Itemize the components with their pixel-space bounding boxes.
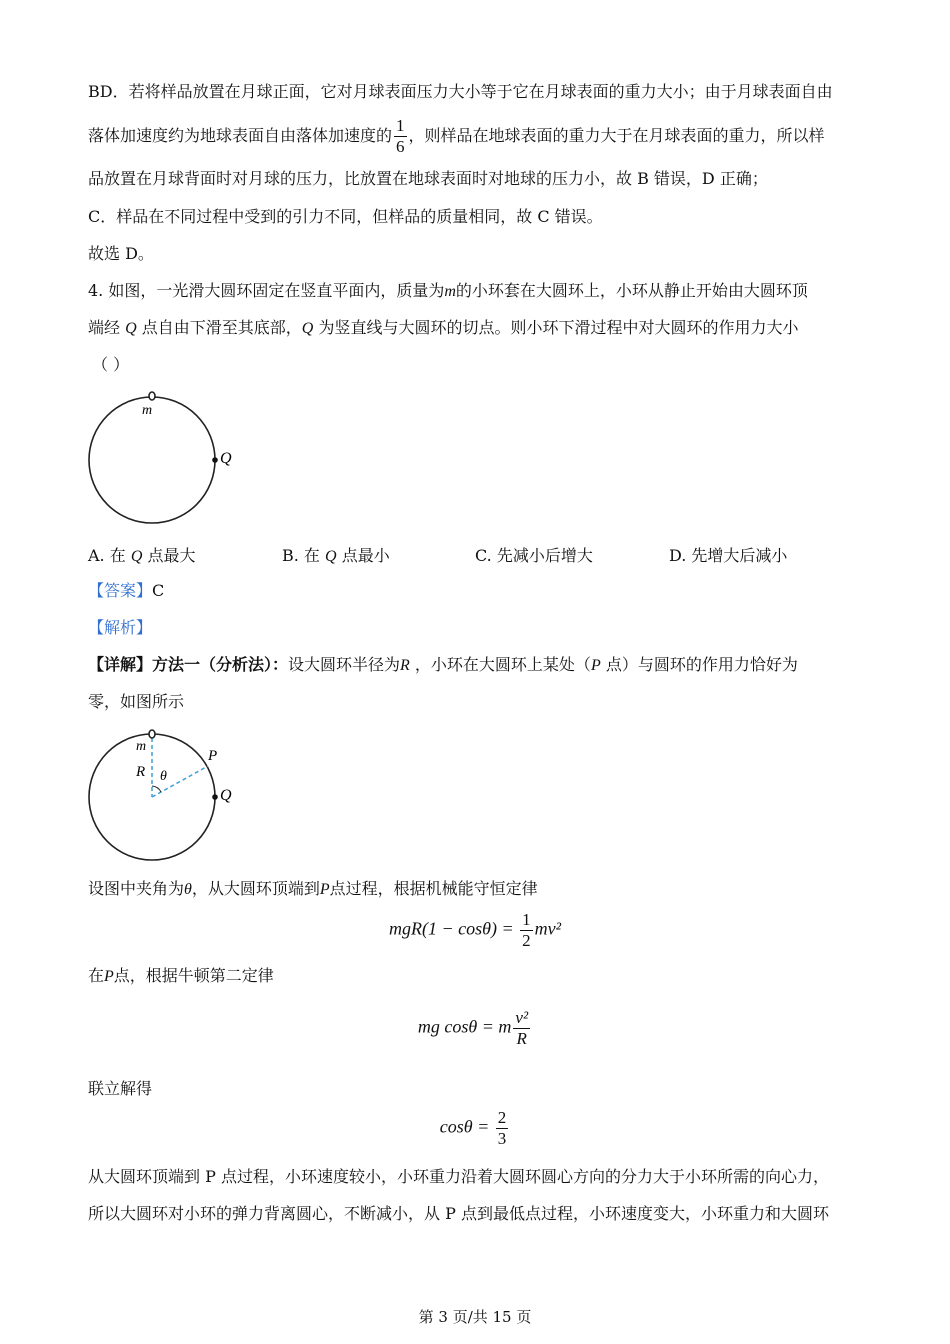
- c-line: C．样品在不同过程中受到的引力不同，但样品的质量相同，故 C 错误。: [88, 207, 603, 226]
- eq3-num: 2: [497, 1108, 507, 1127]
- option-a-pre: A. 在: [88, 546, 126, 565]
- frac-den: 6: [396, 137, 405, 156]
- option-b-post: 点最小: [341, 546, 390, 565]
- point-q: [212, 457, 218, 463]
- option-a-post: 点最大: [147, 546, 196, 565]
- equation-energy: [0, 910, 950, 951]
- s2-p: P: [104, 968, 114, 985]
- step-4-line: 从大圆环顶端到 P 点过程，小环速度较小，小环重力沿着大圆环圆心方向的分力大于小环所需的向心力，: [88, 1167, 829, 1186]
- answer-value: C: [152, 581, 165, 600]
- q4-var-q1: Q: [125, 320, 137, 337]
- label-m: m: [142, 403, 153, 418]
- detail-text-c: 点）与圆环的作用力恰好为: [605, 655, 798, 674]
- detail-var-p: P: [590, 657, 601, 674]
- equation-newton: [0, 1008, 950, 1049]
- s1-text-b: ，从大圆环顶端到: [191, 879, 320, 898]
- eq3-den: 3: [497, 1129, 507, 1148]
- option-c[interactable]: [475, 543, 593, 566]
- ring-figure-1: [80, 386, 250, 531]
- detail-tag: 【详解】: [88, 655, 153, 674]
- q4-var-q2: Q: [301, 320, 314, 337]
- s2-text-b: 点，根据牛顿第二定律: [113, 966, 274, 985]
- question-4-line-2: [88, 317, 798, 340]
- small-ring: [149, 392, 155, 400]
- question-4-paren: （ ）: [92, 355, 130, 374]
- eq2-den: R: [516, 1029, 527, 1048]
- option-a-var: Q: [130, 548, 143, 565]
- small-ring: [149, 730, 155, 738]
- eq1-rhs: mv²: [534, 918, 561, 939]
- theta-arc: [152, 786, 161, 792]
- q4-text-b: 的小环套在大圆环上，小环从静止开始由大圆环顶: [455, 281, 808, 300]
- q4-text-e: 为竖直线与大圆环的切点。则小环下滑过程中对大圆环的作用力大小: [318, 318, 799, 337]
- eq1-num: 1: [522, 910, 531, 929]
- ring-figure-2: [80, 724, 250, 869]
- label-theta: θ: [160, 769, 167, 784]
- step-5-line: 所以大圆环对小环的弹力背离圆心，不断减小，从 P 点到最低点过程，小环速度变大，小环重力和大圆环: [88, 1204, 829, 1223]
- eq2-lhs: mg cosθ = m: [417, 1016, 512, 1037]
- q4-text-a: 4. 如图，一光滑大圆环固定在竖直平面内，质量为: [88, 281, 445, 300]
- eq1-fraction: [520, 910, 533, 951]
- fraction-one-sixth: [394, 116, 407, 157]
- question-4-line-1: [88, 280, 808, 303]
- eq2-num: v²: [515, 1008, 529, 1027]
- detail-text-b: ，小环在大圆环上某处（: [414, 655, 591, 674]
- point-q: [212, 794, 218, 800]
- detail-text-a: 设大圆环半径为: [288, 655, 401, 674]
- s1-theta: θ: [184, 881, 192, 898]
- option-b-pre: B. 在: [282, 546, 320, 565]
- q4-text-c: 端经: [88, 318, 121, 337]
- page-footer: 第 3 页/共 15 页: [418, 1308, 532, 1326]
- label-q: Q: [220, 787, 232, 804]
- answer-line: [88, 580, 164, 602]
- q4-var-m: m: [444, 283, 456, 300]
- step-1-line: [88, 878, 538, 901]
- eq3-fraction: [496, 1108, 509, 1149]
- step-2-line: [88, 965, 274, 988]
- step-3-line: 联立解得: [88, 1079, 153, 1098]
- equation-result: [0, 1108, 950, 1149]
- detail-method: 方法一（分析法）：: [152, 655, 289, 674]
- s1-text-c: 点过程，根据机械能守恒定律: [329, 879, 538, 898]
- bd-line-2-text: 落体加速度约为地球表面自由落体加速度的: [88, 126, 393, 145]
- option-b[interactable]: [282, 543, 390, 566]
- s1-p: P: [319, 881, 330, 898]
- bd-line-2-text-b: ，则样品在地球表面的重力大于在月球表面的重力，所以样: [408, 126, 825, 145]
- bd-line-2: [88, 116, 825, 157]
- bd-line-3: 品放置在月球背面时对月球的压力，比放置在地球表面时对地球的压力小，故 B 错误，D 正确；: [88, 169, 768, 188]
- detail-var-r: R: [400, 657, 410, 674]
- option-d[interactable]: [669, 543, 787, 566]
- option-c-text: C. 先减小后增大: [475, 546, 593, 565]
- frac-num: 1: [396, 116, 405, 135]
- q4-text-d: 点自由下滑至其底部，: [141, 318, 302, 337]
- detail-line-1: [88, 654, 798, 677]
- bd-line-1: BD．若将样品放置在月球正面，它对月球表面压力大小等于它在月球表面的重力大小；由于月球表面自由: [88, 82, 833, 101]
- option-b-var: Q: [325, 548, 337, 565]
- answer-tag: 【答案】: [88, 581, 153, 600]
- analysis-tag: 【解析】: [88, 618, 153, 637]
- s2-text-a: 在: [88, 966, 105, 985]
- eq3-lhs: cosθ =: [439, 1116, 494, 1137]
- detail-line-2: 零，如图所示: [88, 692, 185, 711]
- label-m: m: [136, 739, 147, 754]
- option-d-text: D. 先增大后减小: [669, 546, 788, 565]
- eq1-lhs: mgR(1 − cosθ) =: [388, 918, 519, 939]
- label-r: R: [136, 764, 146, 780]
- s1-text-a: 设图中夹角为: [88, 879, 185, 898]
- eq2-fraction: [513, 1008, 530, 1049]
- eq1-den: 2: [522, 931, 531, 950]
- choose-line: 故选 D。: [88, 244, 154, 263]
- label-q: Q: [220, 450, 232, 467]
- option-a[interactable]: [88, 543, 196, 566]
- label-p: P: [208, 748, 218, 764]
